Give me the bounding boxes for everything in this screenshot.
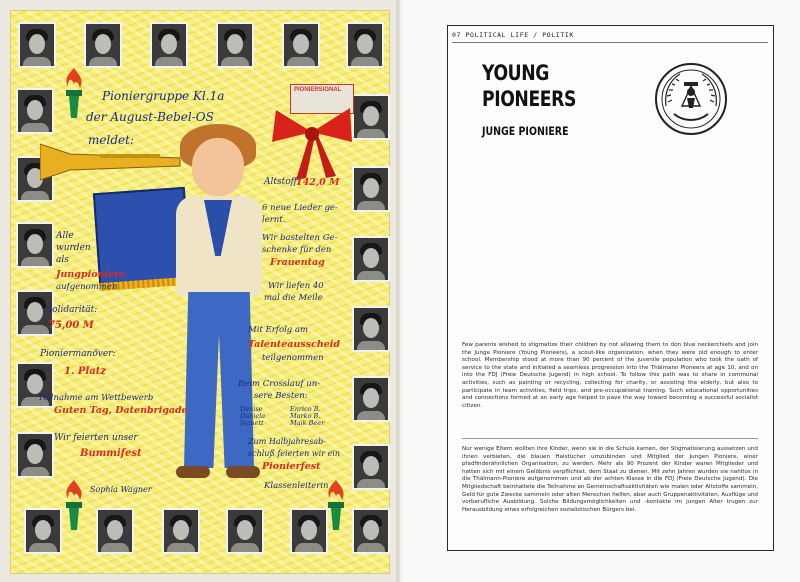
poster-text: mal die Meile (264, 293, 323, 303)
poster-highlight: Bummifest (80, 448, 142, 459)
class-photo (226, 508, 264, 554)
poster-text: lernt. (262, 215, 286, 225)
poster-text: wurden (56, 243, 91, 253)
poster-text: 6 neue Lieder ge- (262, 203, 338, 213)
class-photo (346, 22, 384, 68)
pioneer-flame-emblem-icon (60, 478, 88, 534)
paragraph-divider (462, 438, 758, 439)
page-title (482, 60, 576, 112)
poster-highlight: 75,00 M (48, 320, 94, 331)
class-photo (352, 166, 390, 212)
poster-highlight: Jungpioniere (56, 269, 126, 280)
class-photo (16, 88, 54, 134)
poster-text: Zum Halbjahresab- (248, 437, 326, 446)
class-photo (282, 22, 320, 68)
poster-highlight: Frauentag (270, 257, 325, 268)
class-photo (150, 22, 188, 68)
class-photo (162, 508, 200, 554)
poster-text: Teilnahme am Wettbewerb (38, 393, 154, 403)
poster-text: teilgenommen (262, 353, 324, 363)
class-photo (18, 22, 56, 68)
poster-text: schluß feierten wir ein (248, 449, 341, 458)
page-title-line: YOUNG (482, 61, 549, 85)
poster-highlight: Talenteausscheid (248, 339, 341, 350)
poster-text: Klassenleiterin (264, 481, 329, 491)
poster-heading: meldet: (88, 133, 134, 147)
class-photo (96, 508, 134, 554)
running-head: 07 POLITICAL LIFE / POLITIK (452, 31, 574, 39)
page-subtitle: JUNGE PIONIERE (482, 124, 569, 138)
poster-highlight: Pionierfest (262, 461, 321, 472)
class-photo (24, 508, 62, 554)
poster-text: Mit Erfolg am (248, 325, 309, 335)
poster-text: Wir bastelten Ge- (262, 233, 338, 243)
poster-text: aufgenommen (56, 282, 118, 292)
class-photo (84, 22, 122, 68)
poster-text: sere Besten: (254, 391, 308, 401)
boy-face (192, 138, 244, 196)
poster-text: schenke für den (262, 245, 332, 255)
class-photo (16, 222, 54, 268)
poster-names: Enrico B. Marko B. Maik Beer (290, 405, 325, 428)
english-body-text: Few parents wished to stigmatize their children by not allowing them to don blue neckerchiefs and join the Junge Pioniere (Young Pioneers), a scout-like organization, when they were old enough to enter school. Membership stood at more than 90 percent of the juvenile population who took the oath of service to the state and initiated a seamless progression into the Thälmann Pioneers at age 10, and on into the FDJ (Freie Deutsche Jugend) in high school. To follow this path was to share in communal activities, such as painting or recycling, collecting for charity, or assisting the elderly, but also to participate in team activities, field trips, and pre-occupational training. Such educational opportunities and connections formed at an early age helped to pave the way toward becoming a successful socialist citizen. (462, 342, 758, 409)
poster-highlight: Guten Tag, Datenbrigade (54, 405, 188, 416)
poster-highlight: 142,0 M (296, 177, 340, 188)
poster-text: Beim Crosslauf un- (238, 379, 321, 389)
poster-text: Altstoff: (264, 177, 301, 187)
poster-names: Denise Daniela Jeanett (240, 405, 266, 428)
class-photo (16, 432, 54, 478)
book-gutter (396, 0, 404, 582)
class-photo (352, 508, 390, 554)
page-title-line: PIONEERS (482, 87, 576, 111)
poster-text: Alle (56, 231, 74, 241)
red-ribbon-bow-icon (270, 96, 354, 182)
poster-text: Wir feierten unser (54, 433, 138, 443)
poster-highlight: 1. Platz (64, 366, 107, 377)
boy-shoe (176, 466, 210, 478)
poster-text: Pioniermanöver: (40, 349, 116, 359)
boy-shoe (226, 466, 260, 478)
class-photo (216, 22, 254, 68)
poster-heading: Pioniergruppe Kl.1a (102, 89, 225, 103)
pioneer-flame-emblem-icon (60, 66, 88, 122)
class-photo (352, 94, 390, 140)
poster-text: als (56, 255, 69, 265)
signature: Sophia Wagner (90, 485, 152, 494)
class-photo (352, 376, 390, 422)
german-body-text: Nur wenige Eltern wollten ihre Kinder, wenn sie in die Schule kamen, der Stigmatisierung aussetzen und ihnen verbieten, die blauen Halstücher umzubinden und Mitglied der Jungen Pioniere, einer pfadfinderähnlichen Organisation, zu werden. Mehr als 90 Prozent der Kinder waren Mitglieder und hatten sich mit einem Gelöbnis verpflichtet, dem Staat zu dienen. Mit zehn Jahren wurden sie nahtlos in die Thälmann-Pioniere aufgenommen und ab der achten Klasse in die FDJ (Freie Deutsche Jugend). Die Mitgliedschaft beinhaltete die Teilnahme an Gemeinschaftsaktivitäten wie malen oder Altstoffe sammeln, Geld für gute Zwecke sammeln oder alten Menschen helfen, aber auch Gruppenaktivitäten, Ausflüge und vorberufliche Ausbildung. Solche Bildungsmöglichkeiten und -kontakte im jungen Alter trugen zur Herausbildung eines erfolgreichen sozialistischen Bürgers bei. (462, 446, 758, 513)
pioneer-emblem-icon (654, 62, 728, 136)
class-photo (352, 306, 390, 352)
stamp-label: PIONIERSIGNAL (294, 87, 342, 93)
poster-heading: der August-Bebel-OS (86, 110, 214, 124)
class-photo (352, 236, 390, 282)
header-rule (452, 42, 768, 43)
class-photo (352, 444, 390, 490)
poster-text: Wir liefen 40 (268, 281, 324, 291)
poster-text: Solidarität: (46, 305, 98, 315)
